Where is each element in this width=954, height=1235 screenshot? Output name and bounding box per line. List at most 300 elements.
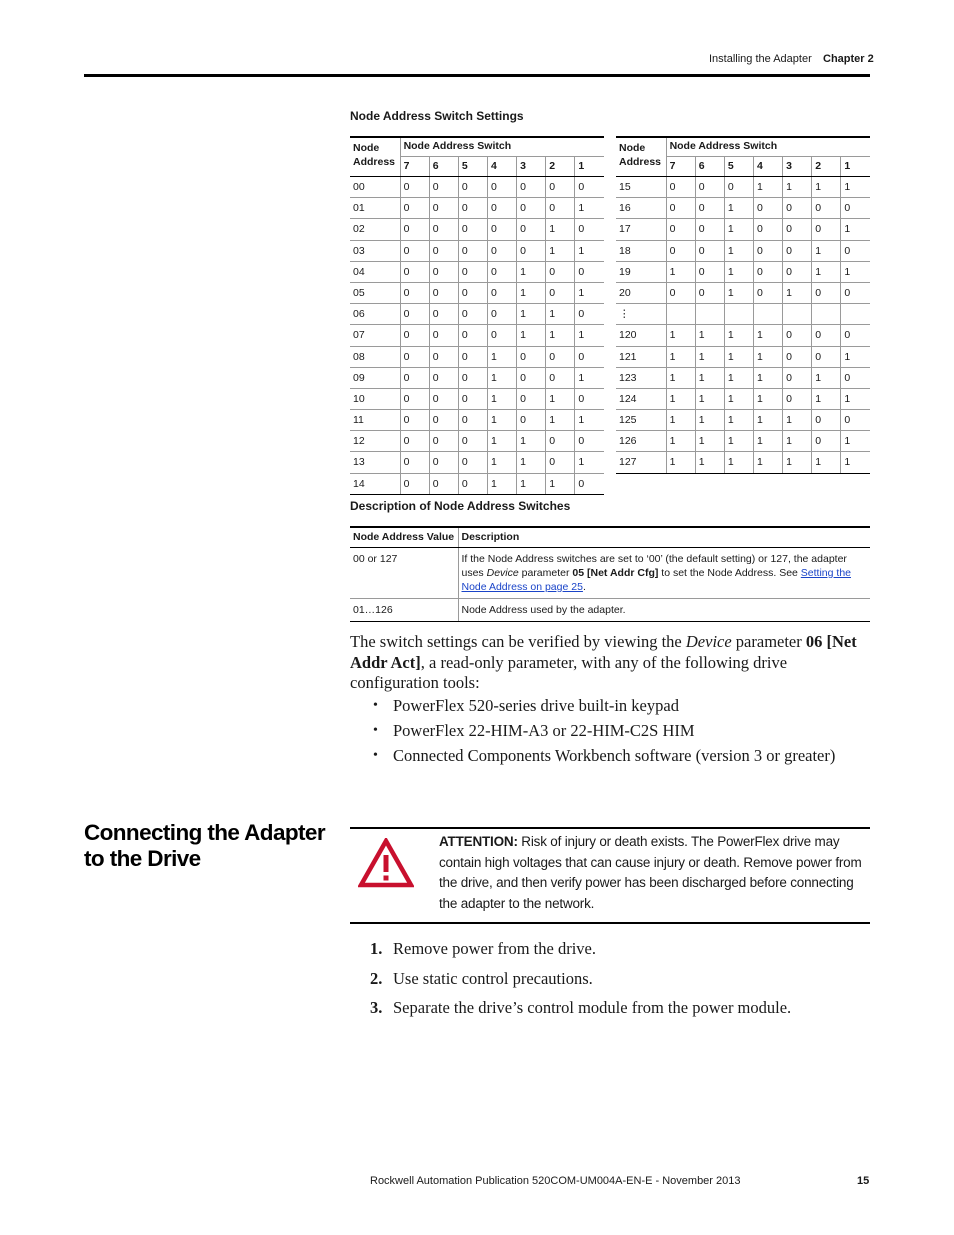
- table-row: [616, 240, 870, 261]
- description-text: If the Node Address switches are set to ‘00’ (the default setting) or 127, the adapter uses: [461, 553, 847, 579]
- bit-cell: 0: [429, 219, 458, 240]
- bit-cell: 0: [575, 177, 604, 198]
- bit-cell: 0: [695, 282, 724, 303]
- parameter-name: 06 [Net Addr Act]: [350, 632, 857, 672]
- bit-cell: 0: [458, 304, 487, 325]
- bit-cell: 1: [575, 410, 604, 431]
- bit-cell: 0: [458, 410, 487, 431]
- table-row: [350, 388, 604, 409]
- list-item: • PowerFlex 520-series drive built-in keypad: [370, 696, 870, 717]
- node-address-cell: ⋮: [616, 304, 666, 325]
- list-item: • Connected Components Workbench software (version 3 or greater): [370, 746, 870, 767]
- switch-table-left: [350, 136, 604, 495]
- bit-cell: 0: [546, 431, 575, 452]
- bit-cell: 0: [400, 452, 429, 473]
- table-row: [350, 177, 604, 198]
- bit-cell: 1: [695, 325, 724, 346]
- bit-cell: 0: [429, 261, 458, 282]
- description-cell: [458, 548, 870, 599]
- bit-cell: 0: [517, 198, 546, 219]
- bit-cell: 0: [783, 346, 812, 367]
- bit-cell: 1: [753, 431, 782, 452]
- bit-cell: 0: [458, 473, 487, 494]
- running-header-chapter: Chapter 2: [823, 53, 874, 65]
- bit-cell: 0: [487, 219, 516, 240]
- bit-cell: 0: [812, 325, 841, 346]
- bit-cell: 0: [458, 325, 487, 346]
- tools-list: [370, 696, 870, 771]
- bit-cell: 0: [400, 473, 429, 494]
- body-text: , a read-only parameter, with any of the following drive configuration tools:: [350, 652, 788, 692]
- bit-cell: 0: [812, 198, 841, 219]
- bit-cell: 1: [724, 219, 753, 240]
- bit-cell: 1: [666, 410, 695, 431]
- bit-cell: 0: [575, 304, 604, 325]
- node-address-cell: 13: [350, 452, 400, 473]
- bit-cell: 1: [724, 240, 753, 261]
- footer-publication: Rockwell Automation Publication 520COM-UM004A-EN-E - November 2013: [370, 1175, 741, 1187]
- bit-cell: 0: [487, 261, 516, 282]
- parameter-name: 05 [Net Addr Cfg]: [572, 567, 659, 579]
- bit-cell: 1: [724, 325, 753, 346]
- bit-cell: 0: [695, 240, 724, 261]
- bit-cell: 1: [695, 410, 724, 431]
- table-row: [616, 261, 870, 282]
- bit-cell: 0: [783, 367, 812, 388]
- bit-cell: 1: [487, 410, 516, 431]
- node-address-cell: 07: [350, 325, 400, 346]
- bit-cell: 1: [812, 240, 841, 261]
- bit-cell: 1: [487, 452, 516, 473]
- table-row: [616, 219, 870, 240]
- bit-cell: 0: [458, 282, 487, 303]
- switch-table-right: [616, 136, 870, 474]
- bit-cell: 1: [841, 261, 870, 282]
- bit-cell: 0: [517, 367, 546, 388]
- bit-cell: 1: [575, 367, 604, 388]
- node-address-cell: 18: [616, 240, 666, 261]
- table-row: [616, 325, 870, 346]
- node-address-cell: 20: [616, 282, 666, 303]
- table-row: [616, 410, 870, 431]
- node-address-cell: 123: [616, 367, 666, 388]
- node-address-cell: 10: [350, 388, 400, 409]
- bit-cell: 0: [429, 325, 458, 346]
- node-address-cell: 00: [350, 177, 400, 198]
- bit-cell: 0: [783, 219, 812, 240]
- bit-cell: 0: [400, 261, 429, 282]
- bit-cell: 0: [458, 431, 487, 452]
- bit-cell: 0: [458, 388, 487, 409]
- list-item: [370, 939, 870, 960]
- bit-cell: 0: [546, 367, 575, 388]
- bit-cell: 1: [546, 240, 575, 261]
- bit-cell: 1: [783, 410, 812, 431]
- node-switch-header: Node Address Switch: [400, 137, 604, 157]
- section-title: Connecting the Adapter to the Drive: [84, 820, 325, 871]
- bit-cell: [783, 304, 812, 325]
- bit-cell: 1: [575, 325, 604, 346]
- bit-cell: 1: [783, 177, 812, 198]
- bit-cell: 1: [724, 410, 753, 431]
- bit-cell: 0: [783, 198, 812, 219]
- bit-cell: 1: [666, 261, 695, 282]
- bit-cell: 0: [487, 240, 516, 261]
- node-address-cell: 125: [616, 410, 666, 431]
- bit-cell: [753, 304, 782, 325]
- bit-cell: 1: [487, 346, 516, 367]
- bit-cell: 0: [458, 367, 487, 388]
- bit-cell: 0: [400, 367, 429, 388]
- bit-cell: 1: [753, 452, 782, 473]
- bit-cell: 0: [400, 219, 429, 240]
- bit-cell: 1: [517, 431, 546, 452]
- body-text: parameter: [731, 632, 806, 651]
- bit-cell: 1: [546, 219, 575, 240]
- bit-cell: 0: [400, 410, 429, 431]
- bit-header: 3: [783, 157, 812, 177]
- bit-cell: 0: [400, 388, 429, 409]
- bit-cell: 0: [841, 198, 870, 219]
- bit-header: 1: [575, 157, 604, 177]
- bit-cell: 0: [812, 282, 841, 303]
- bit-cell: 1: [724, 367, 753, 388]
- node-address-cell: 01: [350, 198, 400, 219]
- table-row: [616, 367, 870, 388]
- header-rule: [84, 74, 870, 77]
- bit-cell: 1: [724, 346, 753, 367]
- bit-cell: 1: [546, 473, 575, 494]
- bit-cell: 0: [429, 282, 458, 303]
- bit-header: 7: [400, 157, 429, 177]
- description-italic: Device: [486, 567, 519, 579]
- list-item: [370, 998, 870, 1019]
- bit-cell: 0: [400, 346, 429, 367]
- table-row: [350, 261, 604, 282]
- bit-cell: 0: [400, 304, 429, 325]
- bit-cell: 0: [575, 261, 604, 282]
- bit-cell: 0: [487, 198, 516, 219]
- bit-cell: 1: [841, 431, 870, 452]
- bit-cell: 1: [841, 177, 870, 198]
- table-row: [616, 431, 870, 452]
- steps-list: [370, 939, 870, 1028]
- bit-cell: [812, 304, 841, 325]
- bit-cell: 1: [517, 282, 546, 303]
- table-row: [350, 367, 604, 388]
- list-item: [370, 969, 870, 990]
- bit-cell: 1: [487, 388, 516, 409]
- bit-cell: 0: [517, 240, 546, 261]
- bit-cell: 1: [841, 452, 870, 473]
- bit-cell: 0: [429, 410, 458, 431]
- bit-cell: 0: [458, 219, 487, 240]
- bit-cell: [724, 304, 753, 325]
- bit-cell: 0: [841, 367, 870, 388]
- table-row: [616, 346, 870, 367]
- bit-cell: 1: [695, 367, 724, 388]
- bit-cell: 0: [517, 388, 546, 409]
- bit-cell: 0: [575, 431, 604, 452]
- bit-cell: 1: [753, 388, 782, 409]
- bit-cell: 0: [812, 410, 841, 431]
- bit-cell: 0: [517, 177, 546, 198]
- node-address-header: Node Address: [350, 137, 400, 177]
- table-row: [616, 177, 870, 198]
- bit-cell: 1: [517, 473, 546, 494]
- bit-cell: 1: [783, 282, 812, 303]
- bit-cell: 1: [487, 367, 516, 388]
- description-text: .: [582, 581, 586, 593]
- bit-cell: 1: [724, 431, 753, 452]
- node-address-cell: 04: [350, 261, 400, 282]
- bit-cell: 0: [841, 325, 870, 346]
- bit-cell: 0: [487, 304, 516, 325]
- bit-cell: 0: [400, 198, 429, 219]
- bit-cell: 1: [724, 198, 753, 219]
- bit-cell: 1: [575, 282, 604, 303]
- description-header: Description: [458, 527, 870, 548]
- bit-cell: 1: [812, 177, 841, 198]
- bit-cell: 1: [812, 388, 841, 409]
- node-value-cell: 01…126: [350, 599, 458, 622]
- bit-cell: 0: [841, 240, 870, 261]
- node-address-cell: 11: [350, 410, 400, 431]
- bit-cell: 0: [546, 282, 575, 303]
- bit-cell: 0: [458, 346, 487, 367]
- step-text: Use static control precautions.: [393, 968, 593, 988]
- bit-cell: 1: [695, 388, 724, 409]
- table-row: [350, 452, 604, 473]
- bit-cell: 0: [517, 410, 546, 431]
- table-row: [616, 282, 870, 303]
- bit-cell: 0: [429, 240, 458, 261]
- bit-header: 7: [666, 157, 695, 177]
- bit-header: 5: [724, 157, 753, 177]
- node-address-cell: 120: [616, 325, 666, 346]
- table-row: [350, 219, 604, 240]
- bit-cell: 0: [695, 177, 724, 198]
- bit-cell: 1: [546, 410, 575, 431]
- switch-table-caption: Node Address Switch Settings: [350, 109, 524, 123]
- node-address-cell: 14: [350, 473, 400, 494]
- bit-cell: 1: [783, 431, 812, 452]
- bit-cell: 0: [458, 177, 487, 198]
- table-row: [350, 346, 604, 367]
- bit-cell: 1: [812, 452, 841, 473]
- node-switch-header: Node Address Switch: [666, 137, 870, 157]
- bit-cell: 0: [753, 240, 782, 261]
- bit-cell: 0: [429, 473, 458, 494]
- bit-cell: 0: [666, 198, 695, 219]
- table-row: [350, 431, 604, 452]
- bit-cell: 0: [695, 261, 724, 282]
- bit-cell: 1: [666, 367, 695, 388]
- bit-cell: 1: [695, 431, 724, 452]
- bit-cell: 1: [695, 452, 724, 473]
- bit-cell: 0: [458, 240, 487, 261]
- node-address-cell: 03: [350, 240, 400, 261]
- table-row: [350, 548, 870, 599]
- node-value-header: Node Address Value: [350, 527, 458, 548]
- bit-cell: 1: [666, 388, 695, 409]
- bit-cell: 1: [753, 346, 782, 367]
- node-address-cell: 09: [350, 367, 400, 388]
- bit-cell: 1: [812, 261, 841, 282]
- bit-cell: 0: [546, 452, 575, 473]
- bit-cell: 1: [724, 261, 753, 282]
- bit-cell: 1: [753, 325, 782, 346]
- attention-text: [439, 832, 864, 914]
- bit-cell: 1: [753, 410, 782, 431]
- bit-cell: 1: [666, 452, 695, 473]
- bit-cell: 0: [841, 282, 870, 303]
- node-address-cell: 124: [616, 388, 666, 409]
- table-row: [350, 473, 604, 494]
- bit-cell: 1: [724, 282, 753, 303]
- description-table: [350, 526, 870, 622]
- table-row: [616, 304, 870, 325]
- node-address-cell: 05: [350, 282, 400, 303]
- bit-cell: 0: [546, 177, 575, 198]
- step-text: Separate the drive’s control module from the power module.: [393, 998, 792, 1017]
- attention-label: ATTENTION:: [439, 834, 518, 849]
- bit-header: 2: [546, 157, 575, 177]
- bit-cell: 1: [724, 452, 753, 473]
- bit-cell: 0: [546, 261, 575, 282]
- table-row: [350, 282, 604, 303]
- node-address-cell: 15: [616, 177, 666, 198]
- bit-cell: 1: [517, 261, 546, 282]
- table-row: [350, 410, 604, 431]
- bit-cell: 0: [812, 346, 841, 367]
- bit-cell: 0: [546, 346, 575, 367]
- bit-cell: 0: [695, 219, 724, 240]
- bit-cell: 1: [841, 388, 870, 409]
- list-item: • PowerFlex 22-HIM-A3 or 22-HIM-C2S HIM: [370, 721, 870, 742]
- bit-cell: 0: [666, 219, 695, 240]
- bit-cell: 0: [429, 431, 458, 452]
- bit-cell: 0: [724, 177, 753, 198]
- bit-cell: 1: [783, 452, 812, 473]
- bit-cell: 0: [812, 219, 841, 240]
- bit-cell: [841, 304, 870, 325]
- description-text: to set the Node Address. See: [658, 567, 801, 579]
- table-row: [616, 198, 870, 219]
- running-header-section: Installing the Adapter: [709, 53, 812, 65]
- node-address-cell: 06: [350, 304, 400, 325]
- page-number: 15: [857, 1175, 870, 1187]
- bit-header: 5: [458, 157, 487, 177]
- bit-cell: 0: [812, 431, 841, 452]
- bit-cell: 1: [666, 431, 695, 452]
- step-text: Remove power from the drive.: [393, 939, 596, 958]
- bit-cell: 1: [546, 325, 575, 346]
- bit-cell: 1: [517, 304, 546, 325]
- bit-cell: 0: [575, 219, 604, 240]
- attention-body: Risk of injury or death exists. The PowerFlex drive may contain high voltages that can cause injury or death. Remove power from the drive, and then verify power has been discharged before connecting the adapter to the network.: [439, 834, 862, 911]
- table-row: [350, 198, 604, 219]
- bit-cell: 0: [753, 219, 782, 240]
- table-row: [350, 240, 604, 261]
- bit-cell: 0: [429, 177, 458, 198]
- node-address-cell: 02: [350, 219, 400, 240]
- bit-cell: 0: [546, 198, 575, 219]
- bit-cell: 0: [666, 282, 695, 303]
- bit-cell: 0: [400, 431, 429, 452]
- desc-table-caption: Description of Node Address Switches: [350, 499, 571, 513]
- bit-cell: 1: [517, 325, 546, 346]
- body-italic: Device: [685, 632, 732, 651]
- bit-cell: 1: [724, 388, 753, 409]
- bit-cell: 0: [429, 367, 458, 388]
- bit-cell: 0: [517, 346, 546, 367]
- bit-cell: 1: [753, 367, 782, 388]
- node-address-cell: 08: [350, 346, 400, 367]
- bit-cell: 0: [429, 452, 458, 473]
- node-address-cell: 17: [616, 219, 666, 240]
- bit-header: 4: [753, 157, 782, 177]
- step-number: 2.: [370, 968, 383, 988]
- bit-cell: 1: [666, 346, 695, 367]
- node-value-cell: 00 or 127: [350, 548, 458, 599]
- bit-cell: 0: [429, 388, 458, 409]
- table-row: [616, 388, 870, 409]
- bit-cell: 0: [400, 240, 429, 261]
- bit-cell: 0: [783, 388, 812, 409]
- bit-cell: 0: [753, 261, 782, 282]
- bit-cell: 0: [666, 240, 695, 261]
- bit-cell: 1: [812, 367, 841, 388]
- node-address-cell: 121: [616, 346, 666, 367]
- table-row: [350, 304, 604, 325]
- bit-cell: 0: [429, 346, 458, 367]
- bit-cell: 0: [783, 325, 812, 346]
- bit-cell: 0: [783, 261, 812, 282]
- bit-cell: 0: [517, 219, 546, 240]
- bit-cell: 0: [753, 198, 782, 219]
- bit-cell: 0: [400, 325, 429, 346]
- warning-triangle-icon: [358, 838, 414, 888]
- bit-cell: 0: [458, 452, 487, 473]
- bit-cell: 1: [575, 198, 604, 219]
- bit-cell: 0: [783, 240, 812, 261]
- bit-header: 6: [429, 157, 458, 177]
- bit-header: 3: [517, 157, 546, 177]
- node-address-cell: 127: [616, 452, 666, 473]
- bit-cell: 0: [400, 282, 429, 303]
- bit-cell: 1: [666, 325, 695, 346]
- bit-cell: 0: [458, 198, 487, 219]
- bit-cell: 0: [429, 198, 458, 219]
- description-text: parameter: [518, 567, 573, 579]
- step-number: 3.: [370, 998, 383, 1017]
- bit-cell: 1: [546, 304, 575, 325]
- setting-node-address-link[interactable]: Setting the Node Address on page 25: [461, 567, 851, 593]
- bit-cell: 1: [695, 346, 724, 367]
- bit-header: 1: [841, 157, 870, 177]
- body-paragraph: [350, 632, 870, 694]
- node-address-cell: 16: [616, 198, 666, 219]
- bit-cell: 1: [517, 452, 546, 473]
- bit-cell: 0: [458, 261, 487, 282]
- bit-cell: 1: [487, 431, 516, 452]
- bit-cell: 0: [575, 388, 604, 409]
- table-row: [616, 452, 870, 473]
- bit-cell: 1: [841, 219, 870, 240]
- node-address-cell: 19: [616, 261, 666, 282]
- bit-cell: 1: [487, 473, 516, 494]
